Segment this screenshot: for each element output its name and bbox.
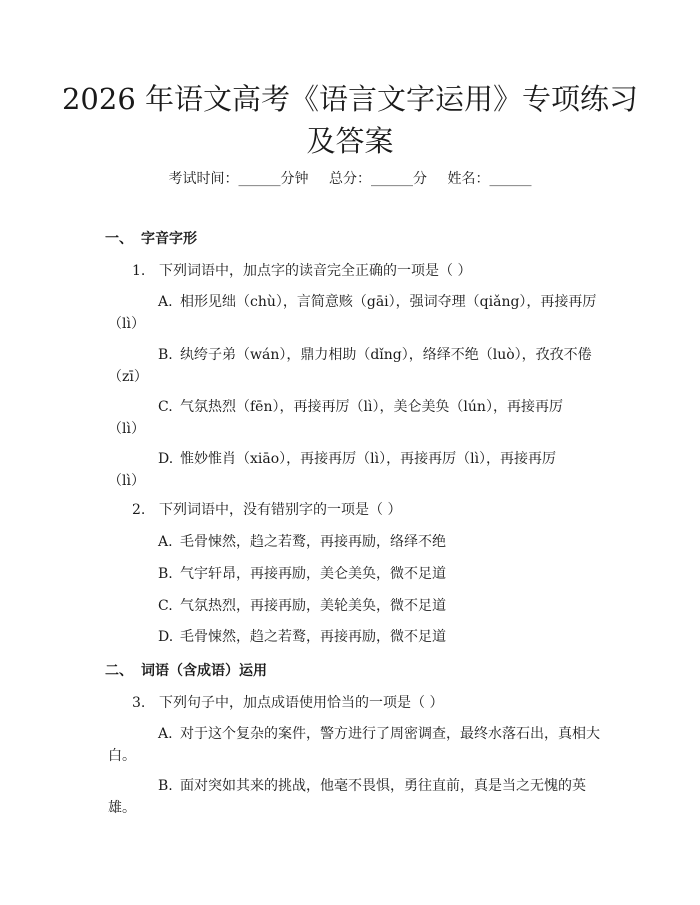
option-text: 气氛热烈（fēn），再接再厉（lì），美仑美奂（lún），再接再厉 bbox=[180, 399, 563, 415]
q2-option-c bbox=[158, 597, 446, 615]
q1-option-a bbox=[108, 291, 603, 335]
option-letter: D. bbox=[158, 629, 174, 645]
question-number: 2. bbox=[132, 502, 146, 518]
option-text-wrap: （lì） bbox=[108, 316, 145, 332]
total-score-field: 总分：______分 bbox=[329, 171, 427, 187]
q2-option-d bbox=[158, 628, 446, 646]
question-number: 1. bbox=[132, 263, 146, 279]
option-text-wrap: （lì） bbox=[108, 421, 145, 437]
q3-option-b bbox=[108, 775, 603, 819]
option-letter: A. bbox=[158, 294, 173, 310]
option-letter: B. bbox=[158, 347, 173, 363]
section-number: 一、 bbox=[105, 231, 133, 247]
option-text: 气氛热烈，再接再励，美轮美奂，微不足道 bbox=[180, 598, 446, 614]
exam-info bbox=[0, 170, 700, 188]
question-stem: 下列词语中，加点字的读音完全正确的一项是（ ） bbox=[159, 263, 472, 279]
document-title bbox=[60, 78, 640, 162]
option-text-wrap: 白。 bbox=[108, 748, 136, 764]
question-stem: 下列词语中，没有错别字的一项是（ ） bbox=[159, 502, 402, 518]
section-title: 词语（含成语）运用 bbox=[141, 663, 267, 679]
title-line-1: 2026 年语文高考《语言文字运用》专项练习 bbox=[61, 82, 639, 116]
option-text-wrap: 雄。 bbox=[108, 800, 136, 816]
option-text: 相形见绌（chù），言简意赅（gāi），强词夺理（qiǎng），再接再厉 bbox=[180, 294, 597, 310]
question-2 bbox=[132, 501, 401, 519]
option-text: 纨绔子弟（wán），鼎力相助（dǐng），络绎不绝（luò），孜孜不倦 bbox=[180, 347, 592, 363]
option-text: 气宇轩昂，再接再励，美仑美奂，微不足道 bbox=[180, 566, 446, 582]
option-text: 毛骨悚然，趋之若鹜，再接再励，微不足道 bbox=[180, 629, 446, 645]
option-letter: C. bbox=[158, 598, 173, 614]
q1-option-c bbox=[108, 396, 603, 440]
q1-option-d bbox=[108, 448, 603, 492]
title-line-2: 及答案 bbox=[306, 124, 394, 158]
option-text-wrap: （lì） bbox=[108, 473, 145, 489]
section-heading-1 bbox=[105, 230, 197, 248]
exam-time-field: 考试时间：______分钟 bbox=[168, 171, 309, 187]
student-name-field: 姓名：______ bbox=[447, 171, 532, 187]
section-title: 字音字形 bbox=[141, 231, 197, 247]
section-heading-2 bbox=[105, 662, 267, 680]
question-number: 3. bbox=[132, 695, 146, 711]
option-letter: C. bbox=[158, 399, 173, 415]
q1-option-b bbox=[108, 344, 603, 388]
q2-option-b bbox=[158, 565, 446, 583]
option-letter: A. bbox=[158, 534, 173, 550]
option-text-wrap: （zī） bbox=[108, 369, 148, 385]
q3-option-a bbox=[108, 723, 603, 767]
section-number: 二、 bbox=[105, 663, 133, 679]
option-letter: B. bbox=[158, 778, 173, 794]
option-letter: B. bbox=[158, 566, 173, 582]
option-text: 毛骨悚然，趋之若鹜，再接再励，络绎不绝 bbox=[180, 534, 446, 550]
option-text: 惟妙惟肖（xiāo），再接再厉（lì），再接再厉（lì），再接再厉 bbox=[180, 451, 557, 467]
option-letter: D. bbox=[158, 451, 174, 467]
question-3 bbox=[132, 694, 443, 712]
option-letter: A. bbox=[158, 726, 173, 742]
question-stem: 下列句子中，加点成语使用恰当的一项是（ ） bbox=[159, 695, 444, 711]
option-text: 面对突如其来的挑战，他毫不畏惧，勇往直前，真是当之无愧的英 bbox=[180, 778, 586, 794]
q2-option-a bbox=[158, 533, 446, 551]
question-1 bbox=[132, 262, 471, 280]
option-text: 对于这个复杂的案件，警方进行了周密调查，最终水落石出，真相大 bbox=[180, 726, 600, 742]
